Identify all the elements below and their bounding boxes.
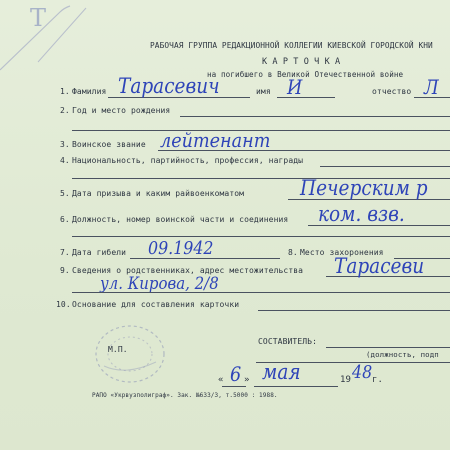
position-value: ком. взв. [318,202,405,226]
date-year: 48 [352,362,373,383]
date-day-line [222,386,246,387]
field-8-number: 8. [288,248,298,257]
field-10-line [258,310,450,311]
date-year-end: г. [372,375,384,385]
position-signature-note: (должность, подп [366,350,439,359]
surname-value: Тарасевич [118,74,220,98]
relatives-address: ул. Кирова, 2/8 [100,274,219,294]
first-name-value: И [287,75,303,99]
date-year-prefix: 19 [340,375,352,385]
printer-imprint: РАПО «Укрвузполиграф». Зак. №633/3, т.5000 : 1988. [92,392,278,399]
field-7-label: Дата гибели [72,248,127,257]
seal-stamp [86,316,176,386]
corner-mark: Т [30,4,47,32]
field-1-label: Фамилия [72,87,107,96]
date-quote-close: » [244,375,250,385]
field-2-number: 2. [60,106,70,115]
field-3-label: Воинское звание [72,140,146,149]
field-4-number: 4. [60,156,70,165]
conscription-value: Печерским р [300,176,428,200]
relatives-value: Тарасеви [334,254,425,278]
field-9-line-extra [72,292,450,293]
field-2-label: Год и место рождения [72,106,171,115]
field-8-label: Место захоронения [300,248,384,257]
date-month: мая [262,360,301,384]
card-subtitle: на погибшего в Великой Отечественной войне [207,70,404,79]
compiler-line [326,347,450,348]
field-5-label: Дата призыва и каким райвоенкоматом [72,189,245,198]
field-9-label: Сведения о родственниках, адрес местожительства [72,266,304,275]
date-month-line [254,386,338,387]
patronymic-value: Л [424,75,439,99]
field-6-label: Должность, номер воинской части и соединения [72,215,289,224]
rank-value: лейтенант [160,128,271,152]
death-date-value: 09.1942 [148,238,214,259]
date-day: 6 [230,362,242,386]
date-quote-open: « [218,375,224,385]
field-4-line [320,166,450,167]
card-title: К А Р Т О Ч К А [262,57,341,67]
field-1-number: 1. [60,87,70,96]
field-6-line-extra [72,236,450,237]
field-2-line [180,116,450,117]
org-line: РАБОЧАЯ ГРУППА РЕДАКЦИОННОЙ КОЛЛЕГИИ КИЕВСКОЙ ГОРОДСКОЙ КНИ [150,41,433,50]
field-7-number: 7. [60,248,70,257]
field-6-number: 6. [60,215,70,224]
patronymic-label: отчество [372,87,412,96]
field-5-number: 5. [60,189,70,198]
field-10-number: 10. [56,300,71,309]
field-9-number: 9. [60,266,70,275]
first-name-label: имя [256,87,271,96]
field-4-label: Национальность, партийность, профессия, награды [72,156,304,165]
field-10-label: Основание для составления карточки [72,300,240,309]
first-name-line [277,97,335,98]
field-3-number: 3. [60,140,70,149]
compiler-label: СОСТАВИТЕЛЬ: [258,337,317,346]
stamp-place-label: М.П. [108,345,128,354]
